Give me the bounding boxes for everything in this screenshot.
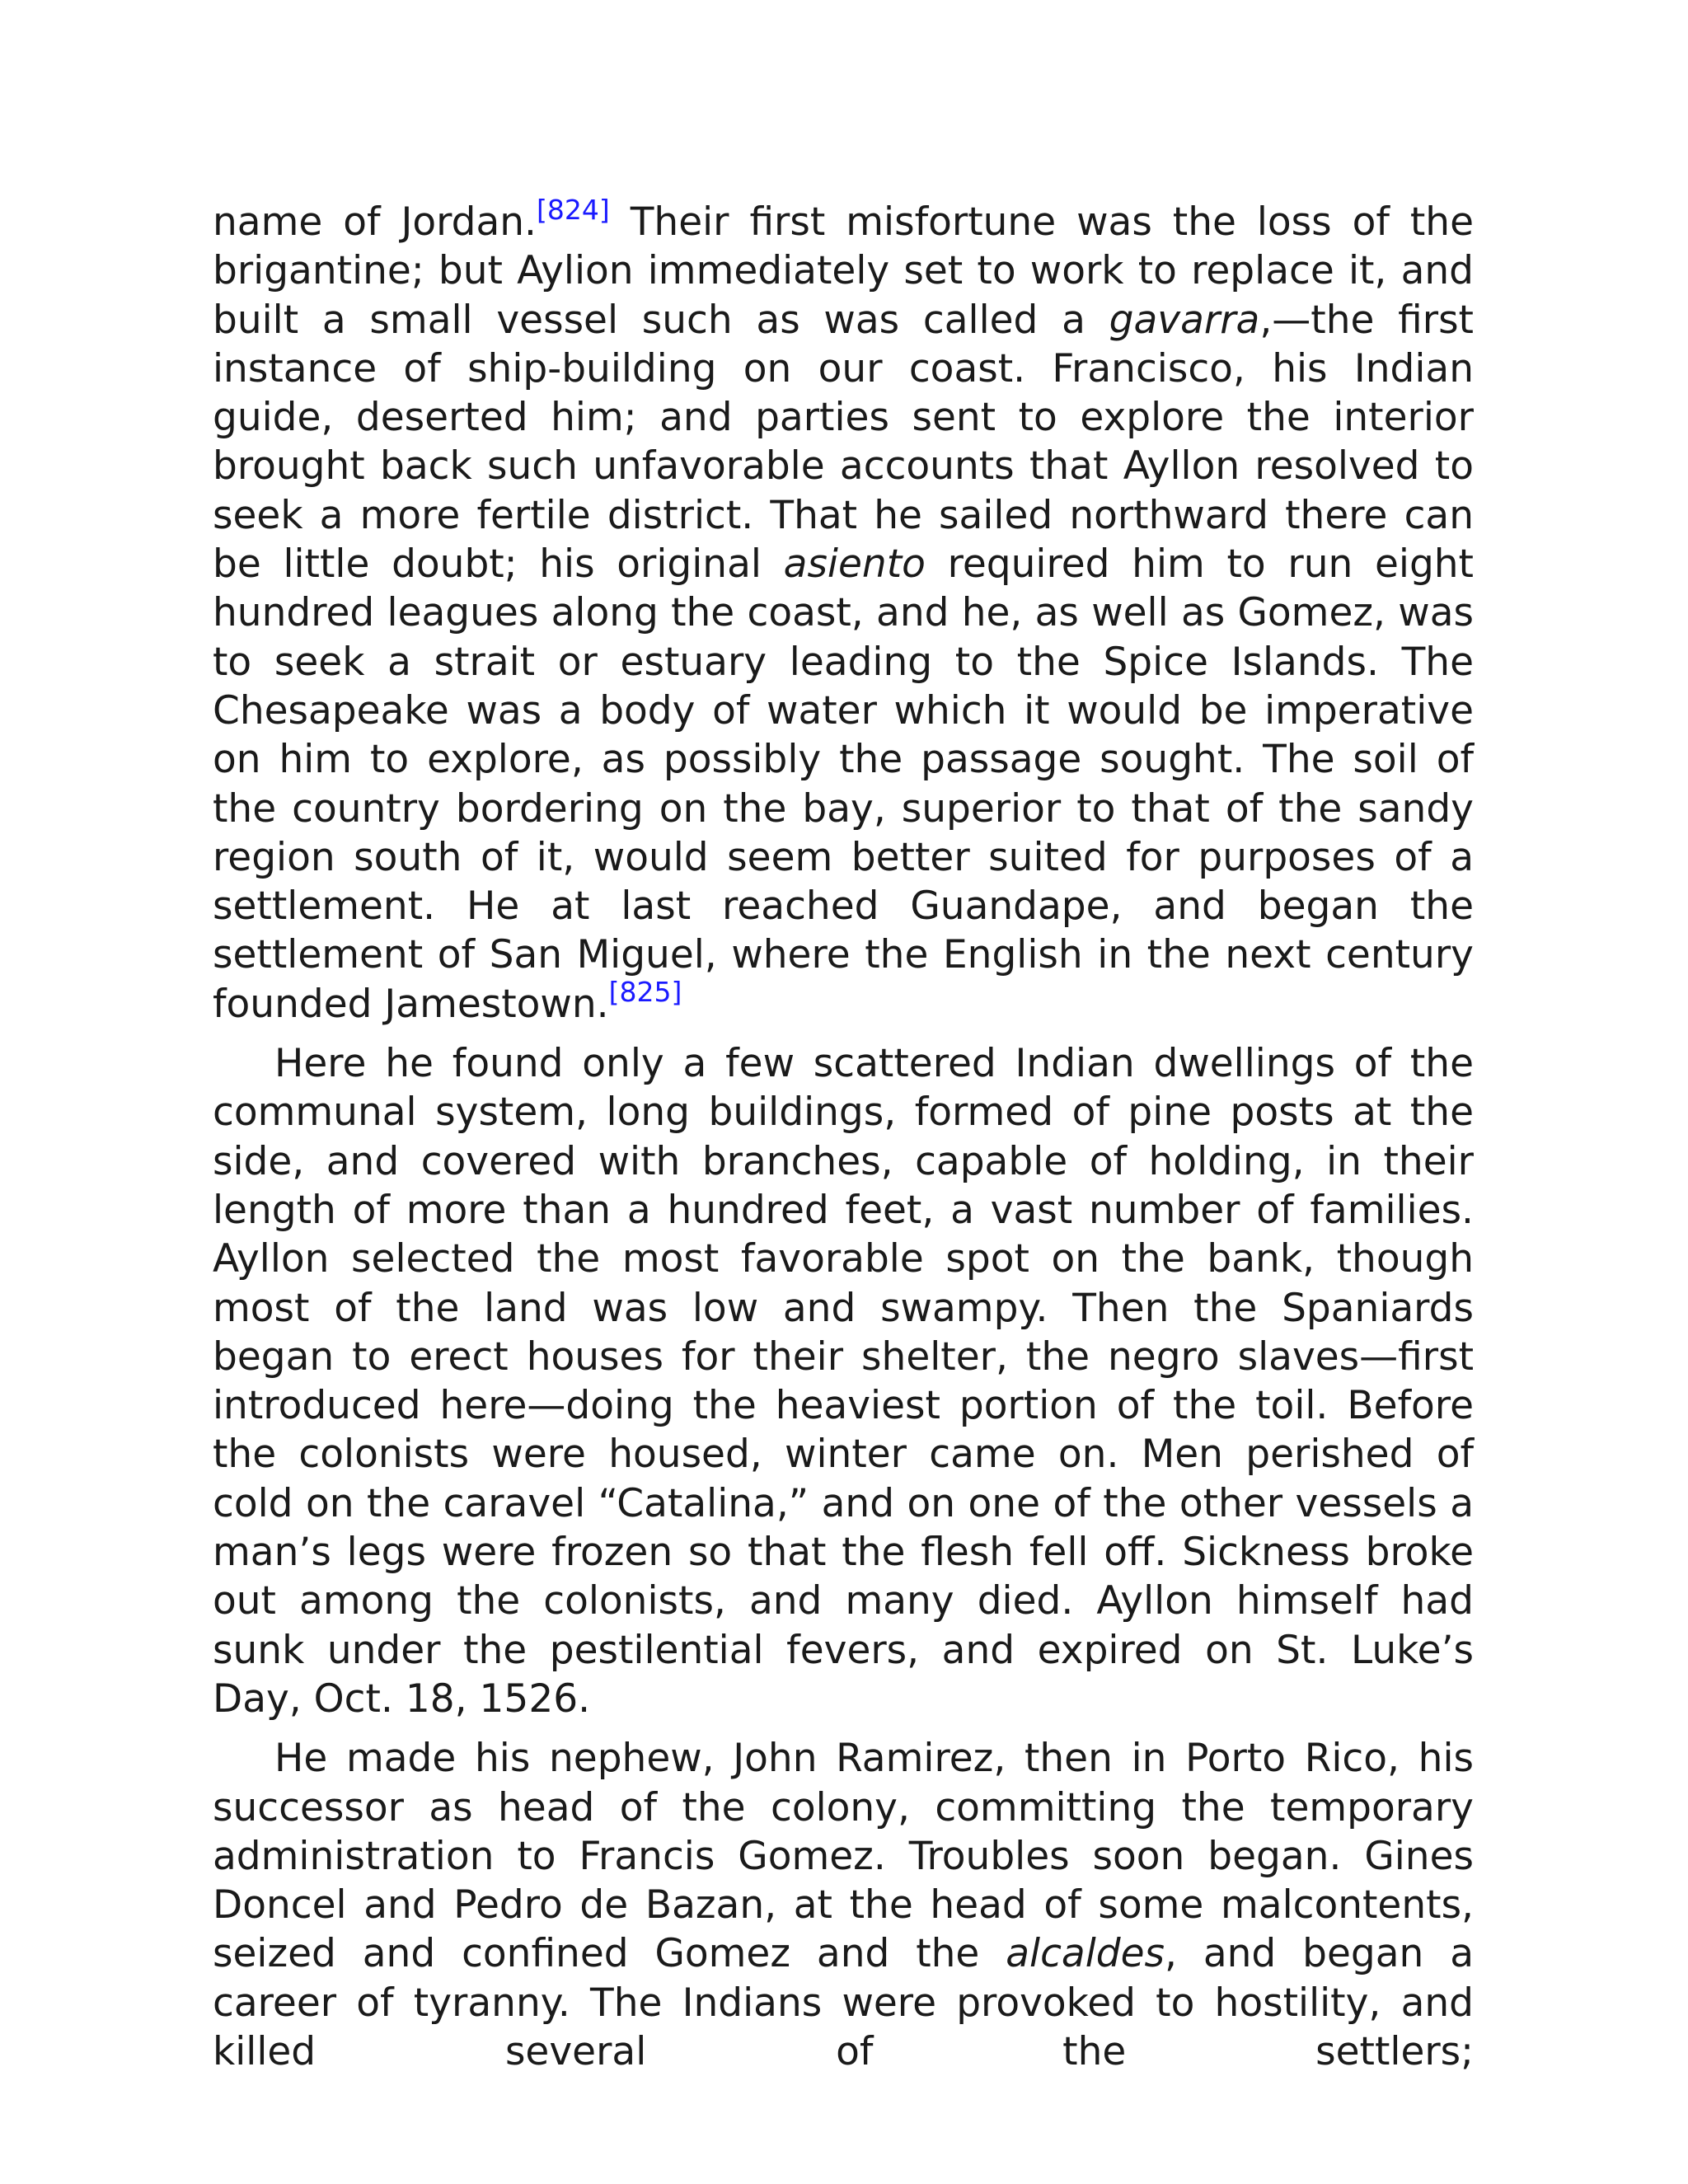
text-run: Their first misfortune was the loss of the brigantine; but Aylion immediately set to work to replace it, and built a small vessel such as was called a xyxy=(213,199,1474,343)
text-run: , and began a career of tyranny. The Indians were provoked to hostility, and killed several of the settlers; xyxy=(213,1931,1474,2074)
paragraph-2 xyxy=(213,1039,1474,1723)
paragraph-3 xyxy=(213,1734,1474,2076)
italic-term-alcaldes: alcaldes xyxy=(1006,1931,1165,1977)
footnote-ref-824[interactable] xyxy=(537,194,610,226)
document-page xyxy=(213,194,1474,2087)
text-run: required him to run eight hundred leagues along the coast, and he, as well as Gomez, was to seek a strait or estuary leading to the Spice Islands. The Chesapeake was a body of water which it would be imperative on him to explore, as possibly the passage sought. The soil of the country bordering on the bay, superior to that of the sandy region south of it, would seem better suited for purposes of a settlement. He at last reached Guandape, and began the settlement of San Miguel, where the English in the next century founded Jamestown. xyxy=(213,541,1474,1027)
paragraph-1 xyxy=(213,194,1474,1029)
footnote-link[interactable]: [824] xyxy=(536,194,610,226)
footnote-link[interactable]: [825] xyxy=(608,975,682,1008)
text-run: ,—the first instance of ship-building on our coast. Francisco, his Indian guide, deserted him; and parties sent to explore the interior brought back such unfavorable accounts that Ayllon resolved to seek a more fertile district. That he sailed northward there can be little doubt; his original xyxy=(213,297,1474,588)
text-run: Here he found only a few scattered Indian dwellings of the communal system, long buildings, formed of pine posts at the side, and covered with branches, capable of holding, in their length of more than a hundred feet, a vast number of families. Ayllon selected the most favorable spot on the bank, though most of the land was low and swampy. Then the Spaniards began to erect houses for their shelter, the negro slaves—first introduced here—doing the heaviest portion of the toil. Before the colonists were housed, winter came on. Men perished of cold on the caravel “Catalina,” and on one of the other vessels a man’s legs were frozen so that the flesh fell off. Sickness broke out among the colonists, and many died. Ayllon himself had sunk under the pestilential fevers, and expired on St. Luke’s Day, Oct. 18, 1526. xyxy=(213,1041,1474,1722)
text-run: name of Jordan. xyxy=(213,199,537,245)
italic-term-asiento: asiento xyxy=(783,541,926,588)
footnote-ref-825[interactable] xyxy=(609,976,682,1008)
text-run: He made his nephew, John Ramirez, then in Porto Rico, his successor as head of the colony, committing the temporary administration to Francis Gomez. Troubles soon began. Gines Doncel and Pedro de Bazan, at the head of some malcontents, seized and confined Gomez and the xyxy=(213,1736,1474,1977)
italic-term-gavarra: gavarra xyxy=(1109,297,1260,343)
